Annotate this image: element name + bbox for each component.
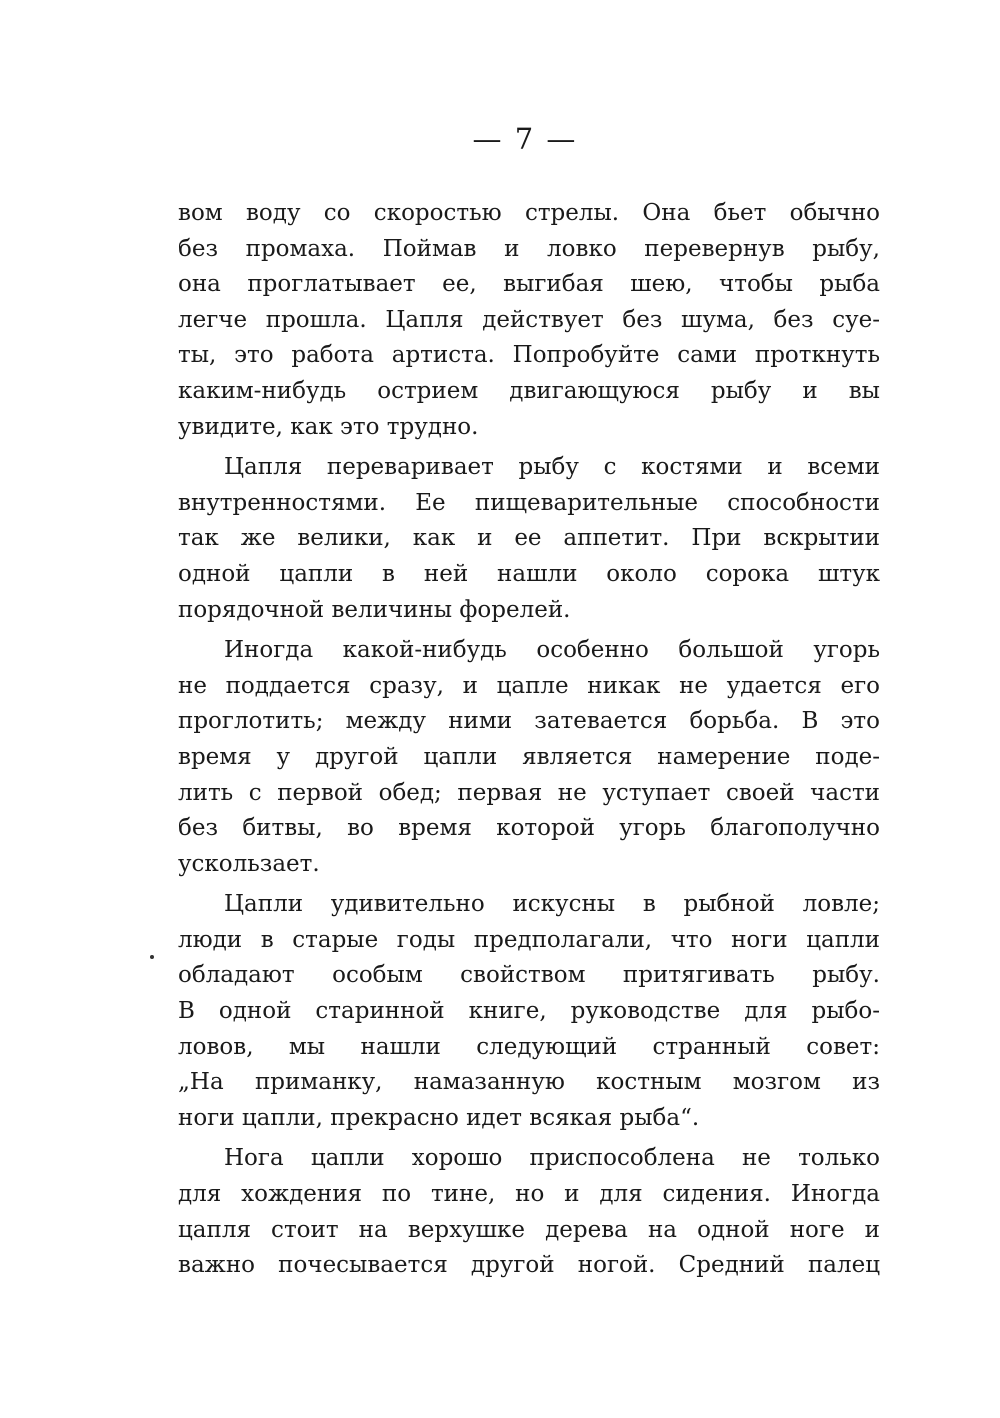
text-line: Цапля переваривает рыбу с костями и всеми — [224, 454, 880, 481]
text-line: важно почесывается другой ногой. Средний палец — [178, 1252, 880, 1279]
text-line: время у другой цапли является намерение поде- — [178, 743, 880, 770]
text-line: для хождения по тине, но и для сидения. Иногда — [178, 1181, 880, 1208]
text-line: порядочной величины форелей. — [178, 596, 571, 623]
paragraph — [178, 633, 880, 882]
text-line: легче прошла. Цапля действует без шума, без суе- — [178, 306, 880, 333]
text-line: вом воду со скоростью стрелы. Она бьет обычно — [178, 200, 880, 226]
text-line: Цапли удивительно искусны в рыбной ловле; — [224, 891, 880, 918]
text-line: ты, это работа артиста. Попробуйте сами проткнуть — [178, 342, 880, 369]
text-line: „На приманку, намазанную костным мозгом из — [178, 1069, 880, 1096]
text-line: не поддается сразу, и цапле никак не удается его — [178, 672, 880, 699]
text-line: ускользает. — [178, 850, 320, 877]
text-line: одной цапли в ней нашли около сорока штук — [178, 560, 880, 587]
page-number: — 7 — — [472, 122, 578, 156]
text-line: так же велики, как и ее аппетит. При вскрытии — [178, 525, 880, 552]
text-line: без битвы, во время которой угорь благополучно — [178, 815, 880, 842]
text-line: она проглатывает ее, выгибая шею, чтобы рыба — [178, 271, 880, 298]
text-line: без промаха. Поймав и ловко перевернув рыбу, — [178, 235, 880, 262]
text-line: обладают особым свойством притягивать рыбу. — [178, 962, 880, 989]
paragraph — [178, 450, 880, 628]
text-line: В одной старинной книге, руководстве для рыбо- — [178, 998, 880, 1025]
paragraph — [178, 196, 880, 445]
text-line: увидите, как это трудно. — [178, 413, 479, 440]
body-text — [178, 196, 880, 1284]
print-speck — [150, 955, 154, 959]
text-line: ловов, мы нашли следующий странный совет: — [178, 1033, 880, 1060]
text-line: ноги цапли, прекрасно идет всякая рыба“. — [178, 1104, 700, 1131]
paragraph — [178, 1141, 880, 1283]
text-line: цапля стоит на верхушке дерева на одной ноге и — [178, 1216, 880, 1243]
text-line: лить с первой обед; первая не уступает своей части — [178, 779, 880, 806]
text-line: проглотить; между ними затевается борьба. В это — [178, 708, 880, 735]
paragraph — [178, 887, 880, 1136]
text-line: Нога цапли хорошо приспособлена не только — [224, 1145, 880, 1172]
text-line: каким-нибудь острием двигающуюся рыбу и вы — [178, 377, 880, 404]
text-line: люди в старые годы предполагали, что ноги цапли — [178, 926, 880, 953]
text-line: Иногда какой-нибудь особенно большой угорь — [224, 637, 880, 664]
text-line: внутренностями. Ее пищеварительные способности — [178, 489, 880, 516]
